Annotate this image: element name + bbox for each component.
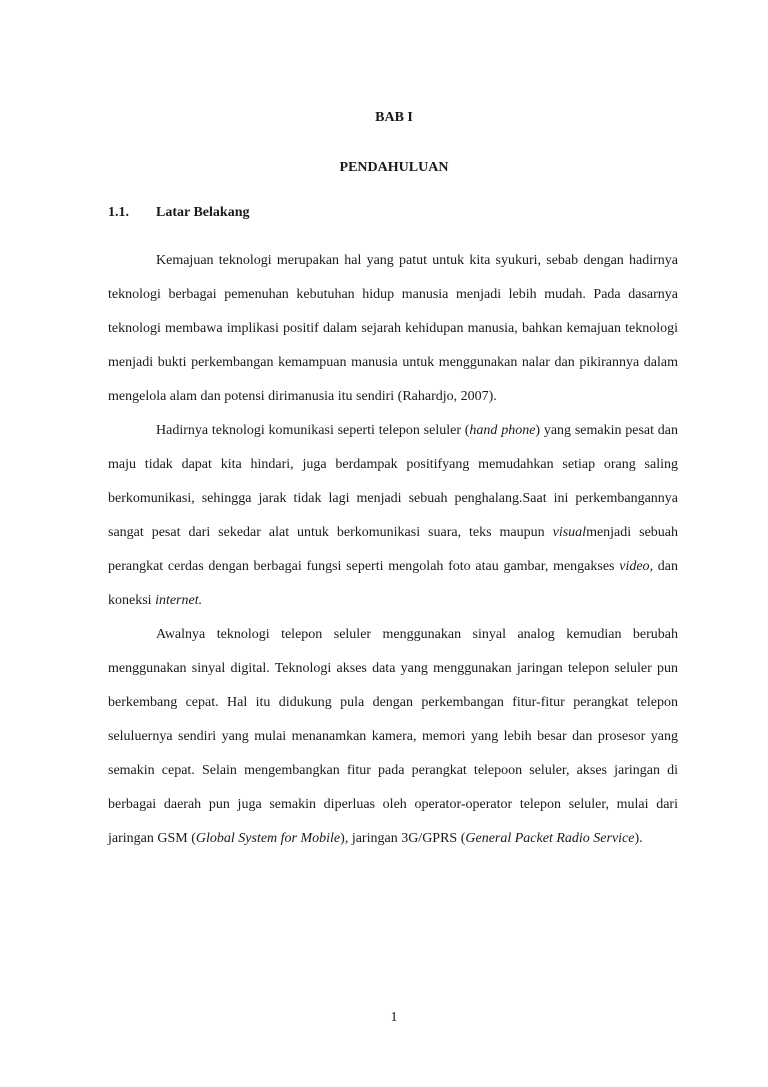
paragraph-text: ) yang semakin pesat dan maju tidak dapat kita hindari, juga berdampak positifyang memudahkan setiap orang saling berkomunikasi, sehingga jarak tidak lagi menjadi sebuah penghalang.Saat ini perkembangannya sangat pesat dari sekedar alat untuk berkomunikasi suara, teks maupun [108, 423, 678, 540]
paragraph [108, 618, 678, 856]
paragraph-text: ). [634, 831, 643, 846]
italic-term: video [619, 559, 650, 574]
italic-term: Global System for Mobile [195, 831, 341, 846]
section-heading [108, 205, 249, 221]
paragraph [108, 414, 678, 618]
italic-term: internet. [155, 593, 203, 608]
paragraph-text: Hadirnya teknologi komunikasi seperti telepon seluler ( [156, 423, 470, 438]
paragraph-text: Awalnya teknologi telepon seluler menggunakan sinyal analog kemudian berubah menggunakan sinyal digital. Teknologi akses data yang menggunakan jaringan telepon seluler pun berkembang cepat. Hal itu didukung pula dengan perkembangan fitur-fitur perangkat telepon seluluernya sendiri yang mulai menanamkan kamera, memori yang lebih besar dan prosesor yang semakin cepat. Selain mengembangkan fitur pada perangkat telepoon seluler, akses jaringan di berbagai daerah pun juga semakin diperluas oleh operator-operator telepon seluler, mulai dari jaringan GSM ( [108, 627, 678, 846]
body-text [108, 244, 678, 856]
chapter-title: PENDAHULUAN [339, 160, 449, 175]
italic-term: hand phone [469, 423, 536, 438]
paragraph-text: , dan koneksi [108, 559, 678, 608]
paragraph-text: Kemajuan teknologi merupakan hal yang patut untuk kita syukuri, sebab dengan hadirnya teknologi berbagai pemenuhan kebutuhan hidup manusia menjadi lebih mudah. Pada dasarnya teknologi membawa implikasi positif dalam sejarah kehidupan manusia, bahkan kemajuan teknologi menjadi bukti perkembangan kemampuan manusia untuk menggunakan nalar dan pikirannya dalam mengelola alam dan potensi dirimanusia itu sendiri (Rahardjo, 2007). [108, 253, 678, 404]
section-number: 1.1. [108, 205, 129, 220]
section-title: Latar Belakang [156, 205, 250, 220]
chapter-number: BAB I [375, 110, 413, 125]
paragraph [108, 244, 678, 414]
italic-term: visual [552, 525, 587, 540]
paragraph-text: menjadi sebuah perangkat cerdas dengan berbagai fungsi seperti mengolah foto atau gambar, mengakses [108, 525, 678, 574]
italic-term: General Packet Radio Service [465, 831, 635, 846]
page-number: 1 [390, 1010, 398, 1025]
paragraph-text: ), jaringan 3G/GPRS ( [340, 831, 466, 846]
